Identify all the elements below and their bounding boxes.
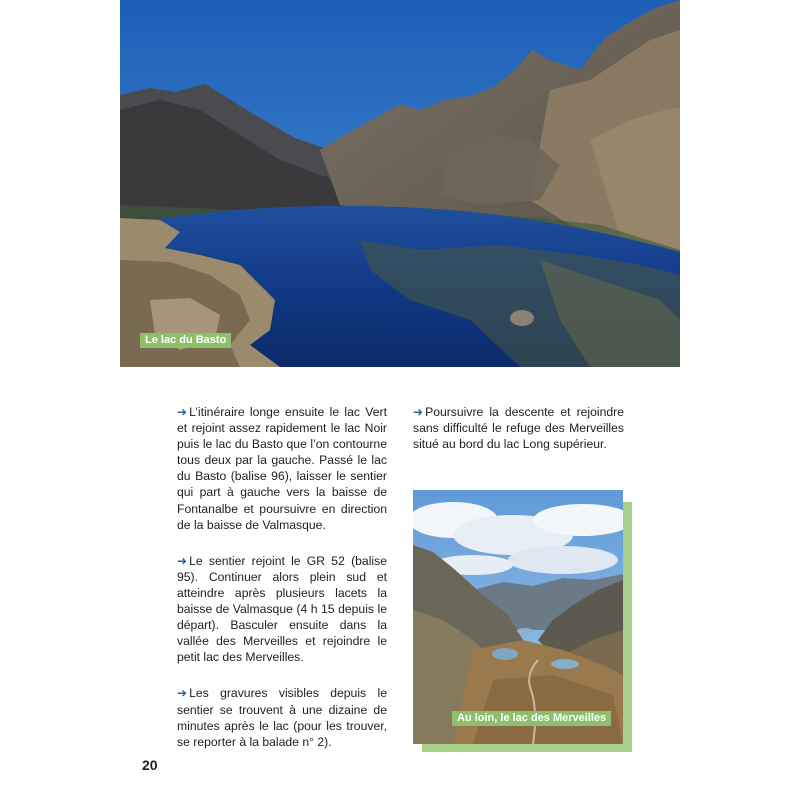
paragraph-text: Le sentier rejoint le GR 52 (balise 95). Continuer alors plein sud et atteindre après plusieurs lacets la baisse de Valmasque (4 h 15 depuis le départ). Basculer ensuite dans la vallée des Merveilles et rejoindre le petit lac des Merveilles. xyxy=(177,553,387,665)
top-photo-caption: Le lac du Basto xyxy=(140,333,231,348)
paragraph xyxy=(413,404,624,452)
left-text-column xyxy=(177,404,387,770)
lac-des-merveilles-photo xyxy=(413,490,623,744)
page-number: 20 xyxy=(142,757,158,773)
arrow-right-icon: ➜ xyxy=(177,686,188,701)
paragraph-text: Les gravures visibles depuis le sentier se trouvent à une dizaine de minutes après le lac (pour les trouver, se reporter à la balade n° 2). xyxy=(177,686,387,749)
arrow-right-icon: ➜ xyxy=(177,553,188,568)
paragraph xyxy=(177,553,387,666)
arrow-right-icon: ➜ xyxy=(413,405,424,419)
right-text-column xyxy=(413,404,624,472)
paragraph xyxy=(177,685,387,749)
paragraph xyxy=(177,404,387,533)
paragraph-text: Poursuivre la descente et rejoindre sans difficulté le refuge des Merveilles situé au bord du lac Long supérieur. xyxy=(413,405,624,452)
small-photo-caption: Au loin, le lac des Merveilles xyxy=(452,711,611,726)
arrow-right-icon: ➜ xyxy=(177,405,188,419)
lac-du-basto-photo xyxy=(120,0,680,367)
paragraph-text: L’itinéraire longe ensuite le lac Vert et rejoint assez rapidement le lac Noir puis le lac du Basto que l’on contourne tous deux par la gauche. Passé le lac du Basto (balise 96), laisser le sentier qui part à gauche vers la baisse de Fontanalbe et poursuivre en direction de la baisse de Valmasque. xyxy=(177,405,387,532)
